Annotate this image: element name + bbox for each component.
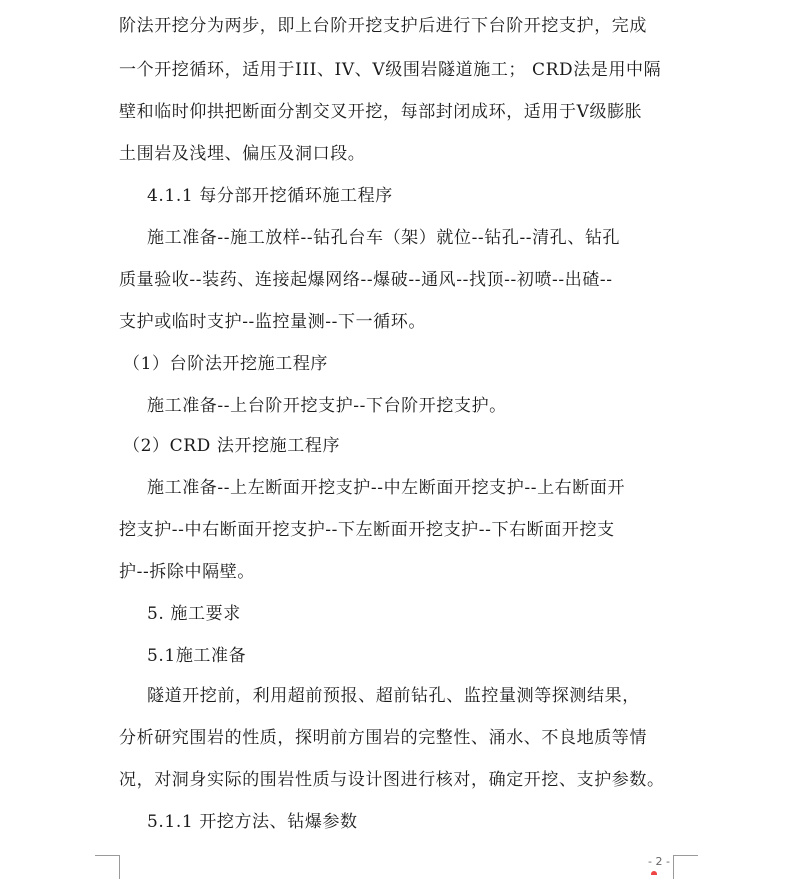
body-text-line: 阶法开挖分为两步，即上台阶开挖支护后进行下台阶开挖支护，完成 xyxy=(119,16,647,36)
crop-mark-right xyxy=(673,855,698,879)
body-text-line: 土围岩及浅埋、偏压及洞口段。 xyxy=(119,144,366,164)
crop-mark-left xyxy=(95,855,120,879)
section-heading: 5.1.1 开挖方法、钻爆参数 xyxy=(147,812,358,832)
body-text-line: 壁和临时仰拱把断面分割交叉开挖，每部封闭成环，适用于V级膨胀 xyxy=(119,102,643,122)
section-heading: 4.1.1 每分部开挖循环施工程序 xyxy=(147,186,393,206)
body-text-line: 质量验收--装药、连接起爆网络--爆破--通风--找顶--初喷--出碴-- xyxy=(119,270,613,290)
section-heading: 5. 施工要求 xyxy=(147,604,241,624)
subsection-heading: （1）台阶法开挖施工程序 xyxy=(123,354,329,374)
body-text-line: 施工准备--施工放样--钻孔台车（架）就位--钻孔--清孔、钻孔 xyxy=(147,228,621,248)
section-heading: 5.1施工准备 xyxy=(147,646,247,666)
body-text-line: 一个开挖循环，适用于III、IV、V级围岩隧道施工； CRD法是用中隔 xyxy=(119,60,662,80)
body-text-line: 施工准备--上左断面开挖支护--中左断面开挖支护--上右断面开 xyxy=(147,478,626,498)
body-text-line: 支护或临时支护--监控量测--下一循环。 xyxy=(119,312,426,332)
spell-mark-icon xyxy=(651,871,657,875)
body-text-line: 隧道开挖前，利用超前预报、超前钻孔、监控量测等探测结果， xyxy=(147,686,640,706)
body-text-line: 况，对洞身实际的围岩性质与设计图进行核对，确定开挖、支护参数。 xyxy=(119,770,665,790)
subsection-heading: （2）CRD 法开挖施工程序 xyxy=(123,436,341,456)
body-text-line: 护--拆除中隔壁。 xyxy=(119,562,255,582)
body-text-line: 挖支护--中右断面开挖支护--下左断面开挖支护--下右断面开挖支 xyxy=(119,520,615,540)
body-text-line: 施工准备--上台阶开挖支护--下台阶开挖支护。 xyxy=(147,396,507,416)
page-number: - 2 - xyxy=(648,855,670,868)
body-text-line: 分析研究围岩的性质，探明前方围岩的完整性、涌水、不良地质等情 xyxy=(119,728,647,748)
